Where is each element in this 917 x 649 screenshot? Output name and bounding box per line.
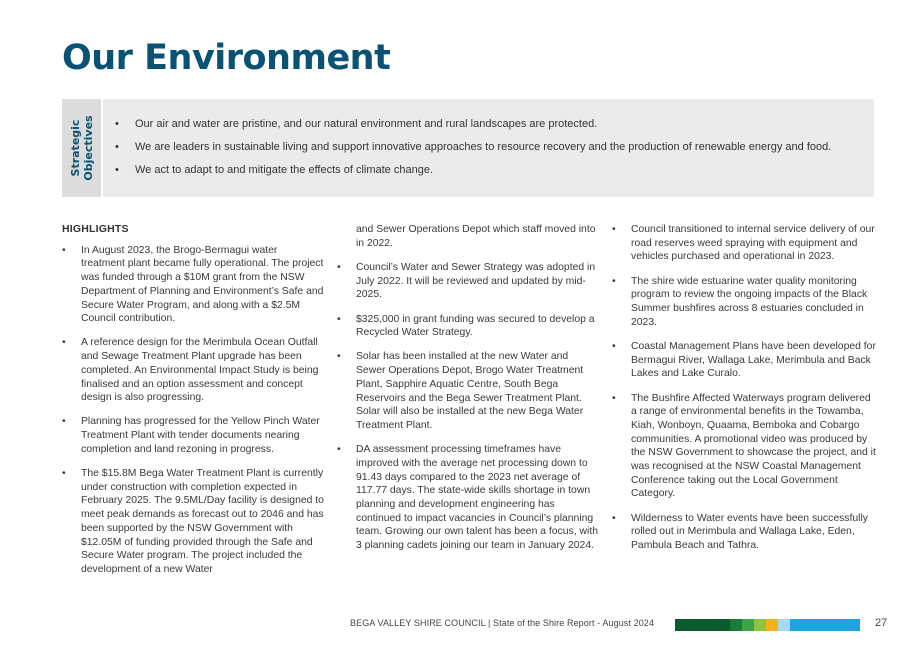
highlight-item: • $325,000 in grant funding was secured to develop a Recycled Water Strategy. [337, 313, 599, 340]
highlight-item: • Solar has been installed at the new Water and Sewer Operations Depot, Brogo Water Treatment Plant, Sapphire Aquatic Centre, South Bega Reservoirs and the Bega Sewer Treatment Plant. Solar will also be installed at the new Bega Water Treatment Plant. [337, 350, 599, 432]
highlights-list-3 [612, 223, 877, 553]
objective-item: • We are leaders in sustainable living and support innovative approaches to resource recovery and the production of renewable energy and food. [115, 140, 831, 154]
color-bar-segment [742, 619, 754, 631]
color-bar-segment [778, 619, 790, 631]
highlights-list-1 [62, 244, 324, 577]
objective-item: • Our air and water are pristine, and our natural environment and rural landscapes are protected. [115, 117, 831, 131]
highlights-heading: HIGHLIGHTS [62, 223, 129, 235]
color-bar-segment [675, 619, 730, 631]
strategic-objectives-panel [62, 99, 874, 197]
highlight-item: • Council transitioned to internal service delivery of our road reserves weed spraying with equipment and vehicles purchased and operational in 2023. [612, 223, 877, 264]
objectives-side-tab [62, 99, 103, 197]
highlights-list-2 [337, 261, 599, 553]
objective-item: • We act to adapt to and mitigate the effects of climate change. [115, 163, 831, 177]
highlight-item: • Planning has progressed for the Yellow Pinch Water Treatment Plant with tender documents nearing completion and land rezoning in progress. [62, 415, 324, 456]
column-2 [337, 223, 599, 563]
color-bar-segment [790, 619, 860, 631]
color-bar-segment [766, 619, 778, 631]
color-bar-segment [730, 619, 742, 631]
footer-text: BEGA VALLEY SHIRE COUNCIL | State of the Shire Report - August 2024 [350, 618, 655, 628]
side-label-line1: Strategic [68, 119, 82, 177]
column-3 [612, 223, 877, 563]
highlight-item: • Wilderness to Water events have been successfully rolled out in Merimbula and Wallaga Lake, Eden, Pambula Beach and Tathra. [612, 512, 877, 553]
highlight-item: • The $15.8M Bega Water Treatment Plant is currently under construction with completion expected in February 2025. The 9.5ML/Day facility is designed to meet peak demands as forecast out to 2046 and has been supported by the NSW Government with $12.05M of funding provided through the Safe and Secure Water program. The project included the development of a new Water [62, 467, 324, 577]
highlight-item: • The shire wide estuarine water quality monitoring program to review the ongoing impacts of the Black Summer bushfires across 8 estuaries concluded in 2023. [612, 275, 877, 330]
highlight-item: • DA assessment processing timeframes have improved with the average net processing down to 91.43 days compared to the 2023 net average of 117.77 days. The state-wide skills shortage in town planning and development engineering has continued to impact vacancies in Council’s planning team. Growing our own talent has been a focus, with 3 planning cadets joining our team in January 2024. [337, 443, 599, 553]
highlight-continuation: and Sewer Operations Depot which staff moved into in 2022. [356, 224, 596, 249]
highlight-item: • The Bushfire Affected Waterways program delivered a range of environmental benefits in the Towamba, Kiah, Wonboyn, Quaama, Bemboka and Cobargo communities. A promotional video was produced by the NSW Government to showcase the project, and it was recognised at the NSW Coastal Management Conference taking out the Local Government Category. [612, 392, 877, 502]
page-number: 27 [875, 617, 888, 629]
footer-color-bar [675, 619, 860, 631]
highlight-item: • Council’s Water and Sewer Strategy was adopted in July 2022. It will be reviewed and updated by mid-2025. [337, 261, 599, 302]
color-bar-segment [754, 619, 766, 631]
highlight-item: • A reference design for the Merimbula Ocean Outfall and Sewage Treatment Plant upgrade has been completed. An Environmental Impact Study is being finalised and an option assessment and concept design is also progressing. [62, 336, 324, 405]
side-label-line2: Objectives [81, 115, 95, 181]
objectives-list [103, 99, 831, 197]
column-1 [62, 223, 324, 587]
objectives-side-label [69, 115, 95, 180]
highlight-item: • In August 2023, the Brogo-Bermagui water treatment plant became fully operational. The project was funded through a $10M grant from the NSW Department of Planning and Environment’s Safe and Secure Water Program, and along with a $2.5M Council contribution. [62, 244, 324, 326]
page-title: Our Environment [62, 38, 391, 78]
highlight-item: • Coastal Management Plans have been developed for Bermagui River, Wallaga Lake, Merimbula and Back Lakes and Lake Curalo. [612, 340, 877, 381]
